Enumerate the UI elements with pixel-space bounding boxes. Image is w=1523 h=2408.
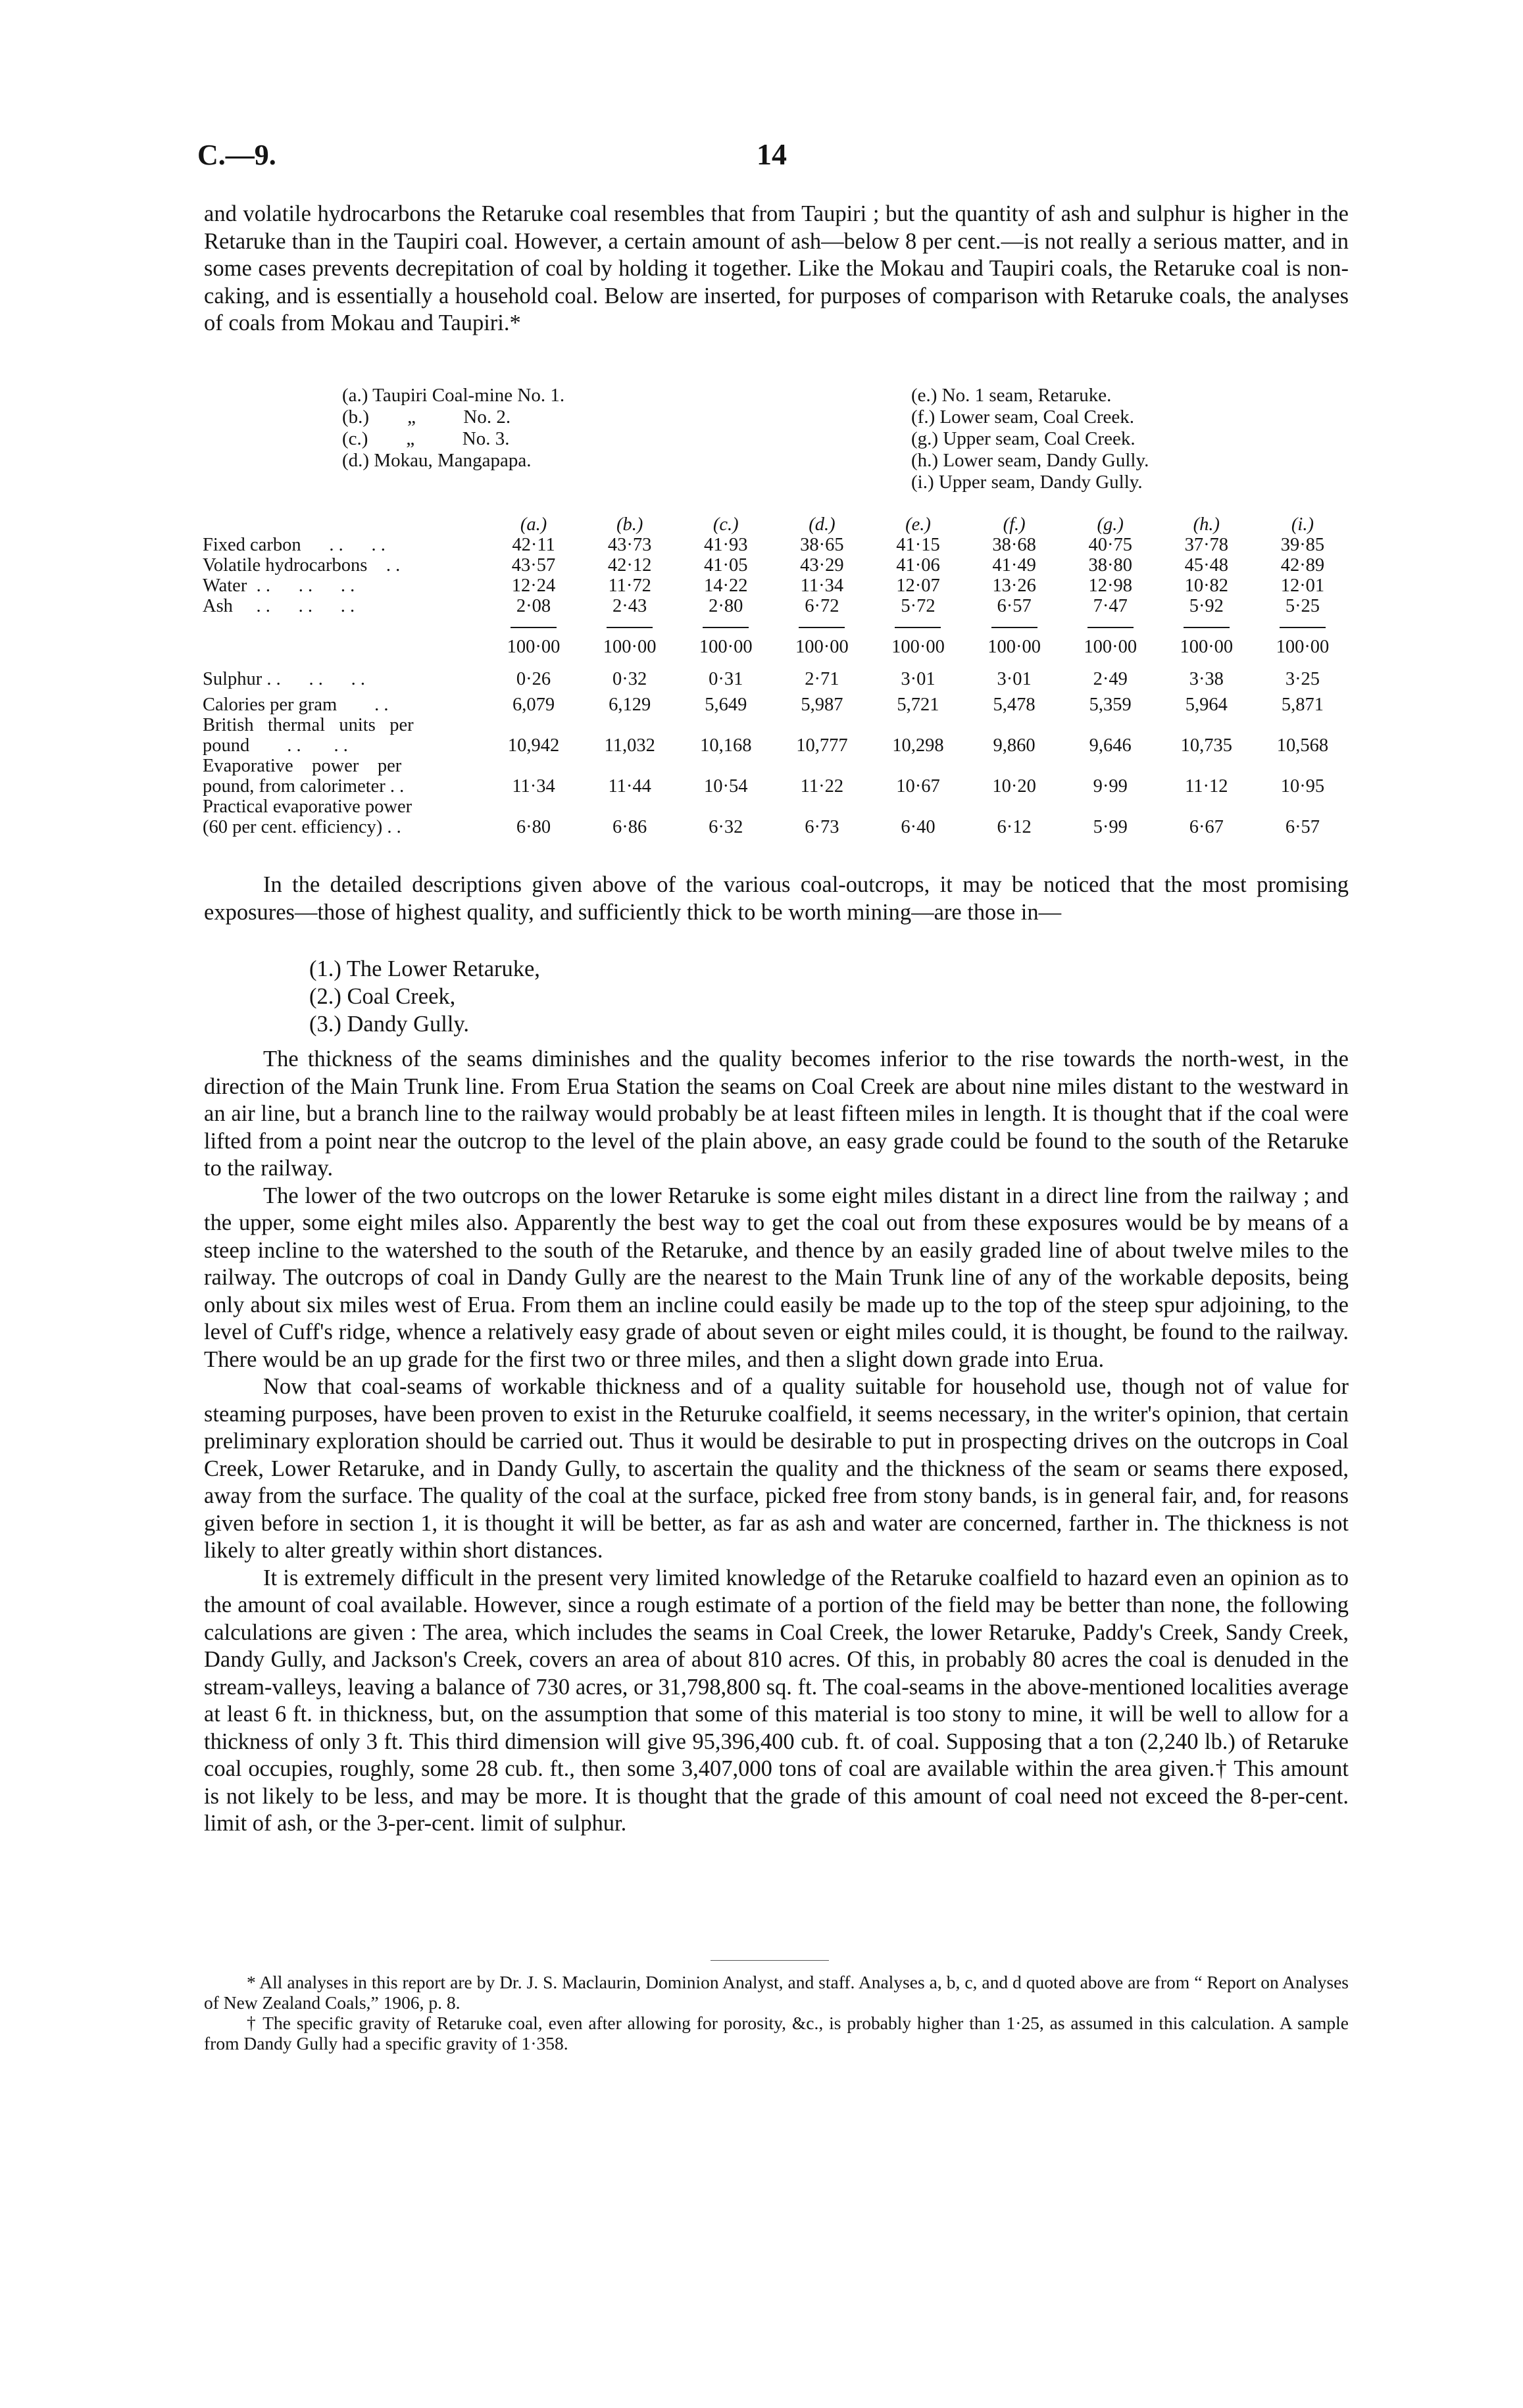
table-cell: 5,721 <box>897 695 939 715</box>
table-cell: 5·72 <box>901 596 936 616</box>
rule-row <box>203 616 1351 637</box>
list-item: (3.) Dandy Gully. <box>309 1012 470 1037</box>
paragraph-2: In the detailed descriptions given above of the various coal-outcrops, it may be noticed that the most promising exposures—those of highest quality, and sufficiently thick to be worth mining—are those in— <box>204 872 1349 925</box>
table-cell: 11,032 <box>604 735 655 756</box>
table-cell: 3·38 <box>1189 669 1224 689</box>
list-item: (1.) The Lower Retaruke, <box>309 956 540 981</box>
table-cell: 40·75 <box>1088 535 1132 555</box>
table-cell: 6·57 <box>997 596 1032 616</box>
table-cell: 6·40 <box>901 817 936 837</box>
table-cell: 10,568 <box>1276 735 1329 756</box>
table-cell: 9,646 <box>1089 735 1132 756</box>
total-cell: 100·00 <box>795 637 849 657</box>
table-cell: 14·22 <box>704 576 748 596</box>
table-cell: 12·98 <box>1088 576 1132 596</box>
total-cell: 100·00 <box>699 637 753 657</box>
list-item: (2.) Coal Creek, <box>309 984 456 1009</box>
sample-key-c: (c.) „ No. 3. <box>342 428 510 449</box>
table-cell: 45·48 <box>1184 555 1229 576</box>
table-cell: 6·32 <box>709 817 743 837</box>
table-cell: 12·01 <box>1280 576 1325 596</box>
table-cell: 41·06 <box>896 555 940 576</box>
table-cell: 0·26 <box>516 669 551 689</box>
table-cell: 11·22 <box>800 776 844 797</box>
table-cell: 5·99 <box>1093 817 1128 837</box>
total-cell: 100·00 <box>507 637 561 657</box>
totals-row <box>203 637 1351 657</box>
table-cell: 13·26 <box>992 576 1036 596</box>
row-label: Sulphur . . . . . . <box>203 669 366 689</box>
table-cell: 6·73 <box>805 817 839 837</box>
table-cell: 41·93 <box>704 535 748 555</box>
sample-key-g: (g.) Upper seam, Coal Creek. <box>911 428 1136 449</box>
column-header: (h.) <box>1193 514 1220 535</box>
total-cell: 100·00 <box>987 637 1041 657</box>
paragraph-6: It is extremely difficult in the present very limited knowledge of the Retaruke coalfield to hazard even an opinion as to the amount of coal available. However, since a rough estimate of a portion of the field may be better than none, the following calculations are given : The area, which includes the seams in Coal Creek, the lower Retaruke, Paddy's Creek, Sandy Creek, Dandy Gully, and Jackson's Creek, covers an area of about 810 acres. Of this, in probably 80 acres the coal is denuded in the stream-valleys, leaving a balance of 730 acres, or 31,798,800 sq. ft. The coal-seams in the above-mentioned localities average at least 6 ft. in thickness, but, on the assumption that some of this material is too stony to mine, it will be well to allow for a thickness of only 3 ft. This third dimension will give 95,396,400 cub. ft. of coal. Supposing that a ton (2,240 lb.) of Retaruke coal occupies, roughly, some 28 cub. ft., then some 3,407,000 tons of coal are available within the area given.† This amount is not likely to be less, and may be more. It is thought that the grade of this amount of coal need not exceed the 8-per-cent. limit of ash, or the 3-per-cent. limit of sulphur. <box>204 1565 1349 1836</box>
table-cell: 11·44 <box>608 776 651 797</box>
total-cell: 100·00 <box>891 637 945 657</box>
table-cell: 11·72 <box>608 576 651 596</box>
table-cell: 0·32 <box>612 669 647 689</box>
paragraph-3: The thickness of the seams diminishes and the quality becomes inferior to the rise towards the north-west, in the direction of the Main Trunk line. From Erua Station the seams on Coal Creek are about nine miles distant to the westward in an air line, but a branch line to the railway would probably be at least fifteen miles in length. It is thought that if the coal were lifted from a point near the outcrop to the level of the plain above, an easy grade could be found to the south of the Retaruke to the railway. <box>204 1046 1349 1181</box>
table-cell: 6·67 <box>1189 817 1224 837</box>
total-cell: 100·00 <box>1084 637 1137 657</box>
table-cell: 41·05 <box>704 555 748 576</box>
table-cell: 5·92 <box>1189 596 1224 616</box>
table-cell: 3·01 <box>901 669 936 689</box>
table-header-row <box>203 514 1351 535</box>
table-cell: 2·08 <box>516 596 551 616</box>
table-cell: 38·68 <box>992 535 1036 555</box>
column-header: (b.) <box>616 514 643 535</box>
total-cell: 100·00 <box>603 637 657 657</box>
table-cell: 5,871 <box>1281 695 1324 715</box>
table-cell: 12·07 <box>896 576 940 596</box>
row-label: Evaporative power per pound, from calorimeter . . <box>203 756 405 797</box>
table-cell: 3·25 <box>1285 669 1320 689</box>
row-label: British thermal units per pound . . . . <box>203 715 414 756</box>
total-cell: 100·00 <box>1180 637 1234 657</box>
table-cell: 38·65 <box>800 535 844 555</box>
table-row <box>203 669 1351 689</box>
table-cell: 5,964 <box>1185 695 1228 715</box>
column-header: (f.) <box>1003 514 1026 535</box>
table-cell: 5,987 <box>801 695 843 715</box>
table-cell: 5,359 <box>1089 695 1132 715</box>
table-cell: 10·82 <box>1184 576 1229 596</box>
table-cell: 6·80 <box>516 817 551 837</box>
intro-paragraph-block <box>204 201 1349 337</box>
table-row <box>203 576 1351 596</box>
table-corner <box>203 514 486 535</box>
table-cell: 6,079 <box>512 695 555 715</box>
table-cell: 6·86 <box>612 817 647 837</box>
total-cell: 100·00 <box>1276 637 1330 657</box>
sample-key-d: (d.) Mokau, Mangapapa. <box>342 450 532 471</box>
sum-rule <box>799 627 845 628</box>
table-row <box>203 715 1351 756</box>
table-cell: 10·20 <box>992 776 1036 797</box>
table-cell: 2·49 <box>1093 669 1128 689</box>
sum-rule <box>607 627 653 628</box>
table-row <box>203 756 1351 797</box>
table-cell: 6·12 <box>997 817 1032 837</box>
paragraph-2-block <box>204 872 1349 926</box>
sum-rule <box>991 627 1037 628</box>
table-cell: 42·89 <box>1280 555 1325 576</box>
table-cell: 2·80 <box>709 596 743 616</box>
table-cell: 3·01 <box>997 669 1032 689</box>
table-cell: 2·71 <box>805 669 839 689</box>
coal-analysis-table <box>203 514 1351 837</box>
table-cell: 38·80 <box>1088 555 1132 576</box>
table-cell: 6,129 <box>609 695 651 715</box>
table-cell: 10,168 <box>700 735 752 756</box>
table-cell: 11·12 <box>1185 776 1228 797</box>
table-cell: 41·15 <box>896 535 940 555</box>
footnote-1: * All analyses in this report are by Dr. J. S. Maclaurin, Dominion Analyst, and staff. Analyses a, b, c, and d quoted above are from “ Report on Analyses of New Zealand Coals,” 1906, p. 8. <box>204 1972 1349 2013</box>
column-header: (g.) <box>1097 514 1124 535</box>
intro-paragraph: and volatile hydrocarbons the Retaruke coal resembles that from Taupiri ; but the quantity of ash and sulphur is higher in the Retaruke than in the Taupiri coal. However, a certain amount of ash—below 8 per cent.—is not really a serious matter, and in some cases prevents decrepitation of coal by holding it together. Like the Mokau and Taupiri coals, the Retaruke coal is non-caking, and is essentially a household coal. Below are inserted, for purposes of comparison with Retaruke coals, the analyses of coals from Mokau and Taupiri.* <box>204 201 1349 335</box>
column-header: (e.) <box>905 514 931 535</box>
table-row <box>203 797 1351 837</box>
table-row <box>203 535 1351 555</box>
table-cell: 43·57 <box>511 555 556 576</box>
sample-key-h: (h.) Lower seam, Dandy Gully. <box>911 450 1149 471</box>
series-header: C.—9. <box>197 139 276 171</box>
row-label: Practical evaporative power (60 per cent. efficiency) . . <box>203 797 412 837</box>
row-label: Water . . . . . . <box>203 576 355 596</box>
table-cell: 10,298 <box>892 735 944 756</box>
table-cell: 37·78 <box>1184 535 1229 555</box>
sum-rule <box>511 627 557 628</box>
column-header: (i.) <box>1291 514 1314 535</box>
sample-key-e: (e.) No. 1 seam, Retaruke. <box>911 385 1112 406</box>
footnote-2: † The specific gravity of Retaruke coal, even after allowing for porosity, &c., is probably higher than 1·25, as assumed in this calculation. A sample from Dandy Gully had a specific gravity of 1·358. <box>204 2013 1349 2053</box>
table-cell: 5,649 <box>705 695 747 715</box>
table-cell: 10·67 <box>896 776 940 797</box>
sum-rule <box>895 627 941 628</box>
table-cell: 10,777 <box>796 735 848 756</box>
page-number: 14 <box>757 137 787 171</box>
column-header: (a.) <box>520 514 547 535</box>
table-cell: 5·25 <box>1285 596 1320 616</box>
table-cell: 10·95 <box>1280 776 1325 797</box>
column-header: (c.) <box>712 514 739 535</box>
table-row <box>203 596 1351 616</box>
table-row <box>203 695 1351 715</box>
column-header: (d.) <box>809 514 836 535</box>
table-cell: 2·43 <box>612 596 647 616</box>
sample-key-i: (i.) Upper seam, Dandy Gully. <box>911 472 1143 493</box>
table-cell: 41·49 <box>992 555 1036 576</box>
table-cell: 0·31 <box>709 669 743 689</box>
table-cell: 10,942 <box>507 735 560 756</box>
table-cell: 42·11 <box>512 535 555 555</box>
sum-rule <box>703 627 749 628</box>
table-cell: 10,735 <box>1180 735 1232 756</box>
footnotes <box>204 1972 1349 2053</box>
table-cell: 10·54 <box>704 776 748 797</box>
table-cell: 7·47 <box>1093 596 1128 616</box>
body-text-block <box>204 1046 1349 1838</box>
row-label: Calories per gram . . <box>203 695 389 715</box>
table-cell: 42·12 <box>607 555 652 576</box>
table-cell: 9·99 <box>1093 776 1128 797</box>
row-label: Volatile hydrocarbons . . <box>203 555 401 576</box>
sample-keys-right <box>911 385 1345 493</box>
table-cell: 39·85 <box>1280 535 1325 555</box>
paragraph-4: The lower of the two outcrops on the lower Retaruke is some eight miles distant in a direct line from the railway ; and the upper, some eight miles also. Apparently the best way to get the coal out from these exposures would be by means of a steep incline to the watershed to the south of the Retaruke, and thence by an easily graded line of about twelve miles to the railway. The outcrops of coal in Dandy Gully are the nearest to the Main Trunk line of any of the workable deposits, being only about six miles west of Erua. From them an incline could easily be made up to the top of the steep spur adjoining, to the level of Cuff's ridge, whence a relatively easy grade of about seven or eight miles could, it is thought, be found to the railway. There would be an up grade for the first two or three miles, and then a slight down grade into Erua. <box>204 1183 1349 1372</box>
paragraph-5: Now that coal-seams of workable thickness and of a quality suitable for household use, though not of value for steaming purposes, have been proven to exist in the Returuke coalfield, it seems necessary, in the writer's opinion, that certain preliminary exploration should be carried out. Thus it would be desirable to put in prospecting drives on the outcrops in Coal Creek, Lower Retaruke, and in Dandy Gully, to ascertain the quality and the thickness of the seam or seams there exposed, away from the surface. The quality of the coal at the surface, picked free from stony bands, is in general fair, and, for reasons given before in section 1, it is thought it will be better, as far as ash and water are concerned, farther in. The thickness is not likely to alter greatly within short distances. <box>204 1374 1349 1563</box>
table-cell: 9,860 <box>993 735 1036 756</box>
table-row <box>203 555 1351 576</box>
table-cell: 11·34 <box>800 576 844 596</box>
sample-keys-left <box>342 385 750 472</box>
sum-rule <box>1184 627 1230 628</box>
sum-rule <box>1280 627 1326 628</box>
footnote-divider <box>711 1960 829 1961</box>
sample-key-f: (f.) Lower seam, Coal Creek. <box>911 406 1135 428</box>
promising-exposures-list <box>309 955 540 1038</box>
table-cell: 43·73 <box>607 535 652 555</box>
sample-key-a: (a.) Taupiri Coal-mine No. 1. <box>342 385 565 406</box>
table-cell: 6·72 <box>805 596 839 616</box>
sum-rule <box>1087 627 1134 628</box>
table-cell: 11·34 <box>512 776 555 797</box>
row-label: Fixed carbon . . . . <box>203 535 386 555</box>
table-cell: 43·29 <box>800 555 844 576</box>
row-label: Ash . . . . . . <box>203 596 355 616</box>
table-cell: 6·57 <box>1285 817 1320 837</box>
sample-key-b: (b.) „ No. 2. <box>342 406 511 428</box>
table-cell: 12·24 <box>511 576 556 596</box>
table-cell: 5,478 <box>993 695 1036 715</box>
